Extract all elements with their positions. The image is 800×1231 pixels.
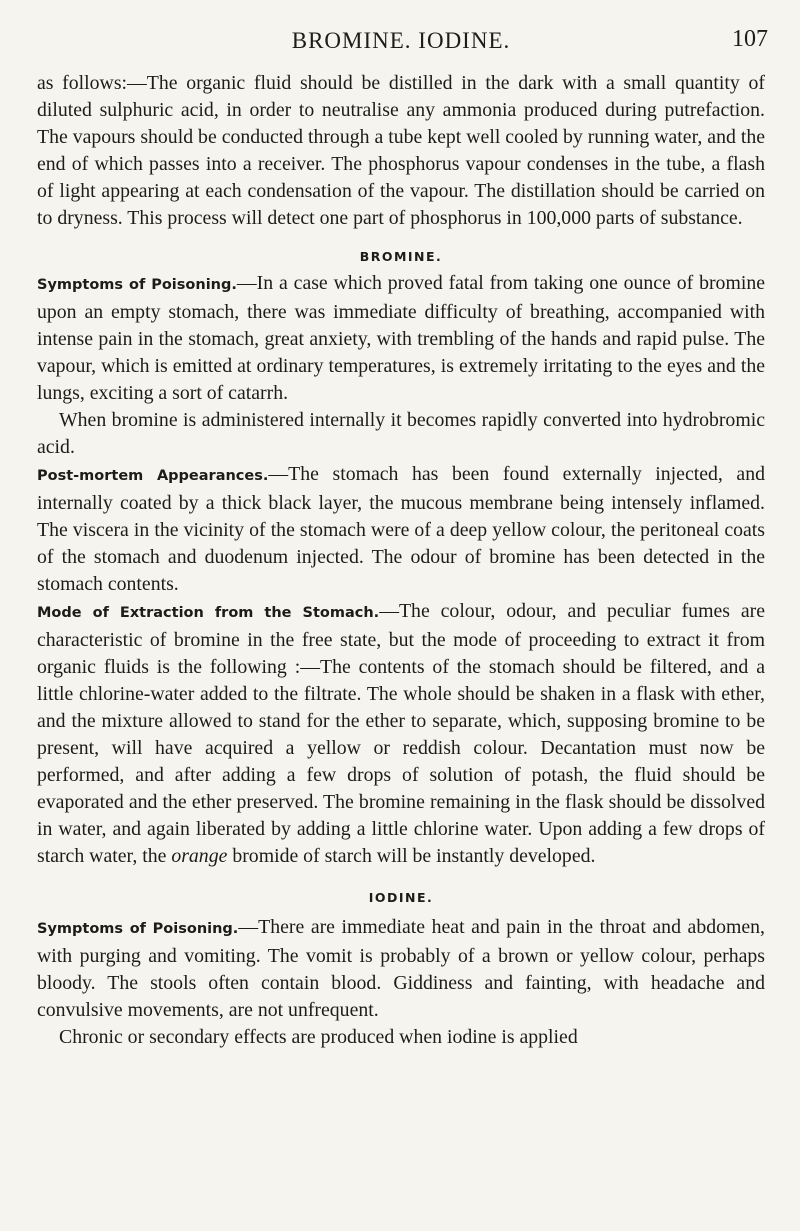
book-page [37,8,768,1051]
bromine-postmortem-heading: Post-mortem Appearances. [37,468,269,484]
running-title: BROMINE. IODINE. [291,28,511,53]
iodine-symptoms-heading: Symptoms of Poisoning. [37,921,239,937]
bromine-postmortem-text: —The stomach has been found externally injected, and internally coated by a thick black layer, the mucous membrane being intensely inflamed. The viscera in the vicinity of the stomach were of a deep yellow colour, the peritoneal coats of the stomach and duodenum injected. The odour of bromine has been detected in the stomach contents. [37,463,765,595]
bromine-extraction-italic-word: orange [171,845,228,867]
running-head [37,8,768,70]
bromine-symptoms-paragraph [37,270,765,407]
bromine-postmortem-paragraph [37,461,765,598]
bromine-extraction-paragraph [37,598,765,870]
section-heading-iodine: IODINE. [368,890,434,905]
intro-paragraph: as follows:—The organic fluid should be distilled in the dark with a small quantity of diluted sulphuric acid, in order to neutralise any ammonia produced during putrefaction. The vapours should be conducted through a tube kept well cooled by running water, and the end of which passes into a receiver. The phosphorus vapour condenses in the tube, a flash of light appearing at each condensation of the vapour. The distillation should be carried on to dryness. This process will detect one part of phosphorus in 100,000 parts of substance. [37,72,765,229]
bromine-extraction-text: —The colour, odour, and peculiar fumes are characteristic of bromine in the free state, but the mode of proceeding to extract it from organic fluids is the following :—The contents of the stomach should be filtered, and a little chlorine-water added to the filtrate. The whole should be shaken in a flask with ether, and the mixture allowed to stand for the ether to separate, which, supposing bromine to be present, will have acquired a yellow or reddish colour. Decantation must now be performed, and after adding a few drops of solution of potash, the fluid should be evaporated and the ether preserved. The bromine remaining in the flask should be dissolved in water, and again liberated by adding a little chlorine water. Upon adding a few drops of starch water, the [37,600,765,867]
bromine-extraction-text-end: bromide of starch will be instantly developed. [227,845,596,867]
page-number: 107 [732,26,768,52]
bromine-internal-paragraph: When bromine is administered internally it becomes rapidly converted into hydrobromic acid. [37,409,765,458]
section-heading-bromine: BROMINE. [359,249,443,264]
iodine-chronic-paragraph: Chronic or secondary effects are produced when iodine is applied [59,1026,578,1048]
bromine-symptoms-text: —In a case which proved fatal from taking one ounce of bromine upon an empty stomach, there was immediate difficulty of breathing, accompanied with intense pain in the stomach, great anxiety, with trembling of the hands and rapid pulse. The vapour, which is emitted at ordinary temperatures, is extremely irritating to the eyes and the lungs, exciting a sort of catarrh. [37,272,765,404]
bromine-extraction-heading: Mode of Extraction from the Stomach. [37,605,380,621]
bromine-symptoms-heading: Symptoms of Poisoning. [37,277,237,293]
iodine-symptoms-text: —There are immediate heat and pain in the throat and abdomen, with purging and vomiting. The vomit is probably of a brown or yellow colour, perhaps bloody. The stools often contain blood. Giddiness and fainting, with headache and convulsive movements, are not unfrequent. [37,916,765,1021]
iodine-symptoms-paragraph [37,914,765,1024]
